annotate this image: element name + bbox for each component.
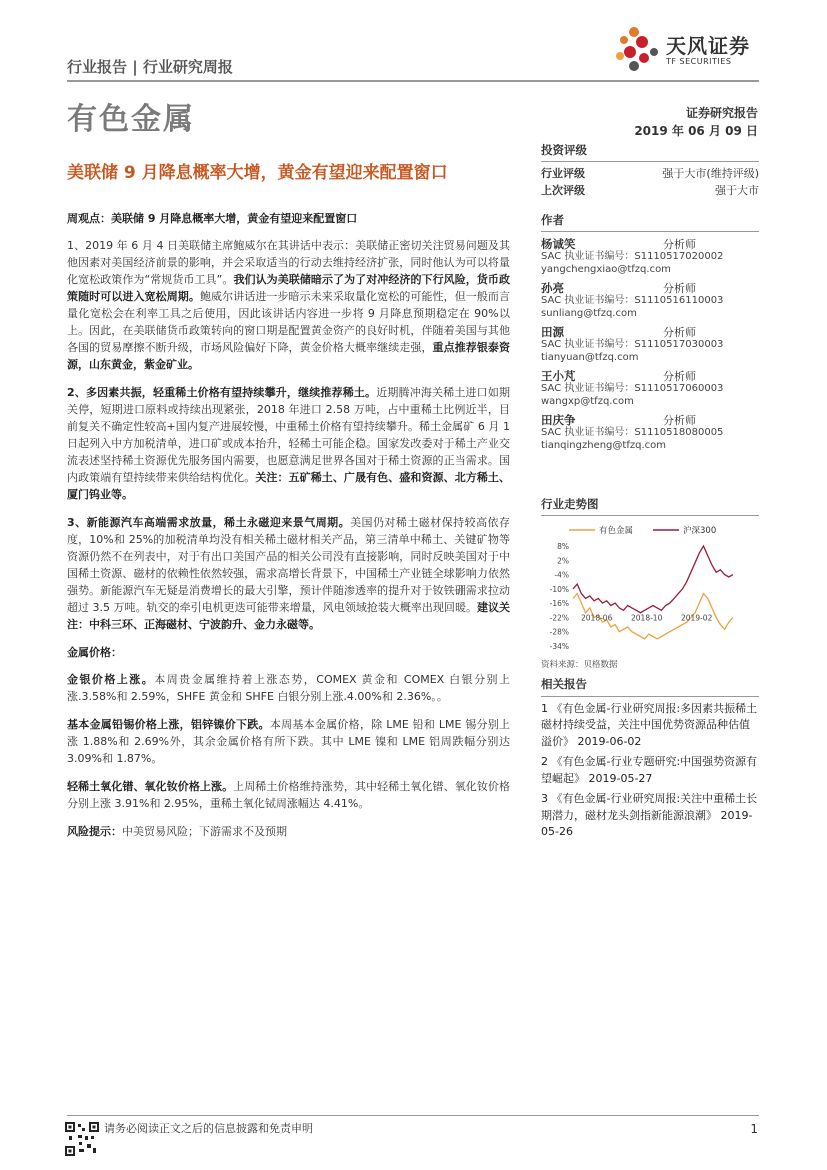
trend-chart-svg (541, 520, 759, 652)
analyst-role: 分析师 (663, 282, 696, 295)
authors-title: 作者 (541, 212, 759, 232)
analyst-email[interactable]: tianyuan@tfzq.com (541, 352, 639, 363)
report-type: 证券研究报告 (685, 106, 758, 120)
logo-name-en: TF SECURITIES (666, 57, 732, 66)
analyst-entry (541, 412, 759, 452)
paragraph-rare-earth: 2、多因素共振，轻重稀土价格有望持续攀升，继续推荐稀土。近期腾冲海关稀土进口如期关停，短期进口原料或持续出现紧张，2018 年进口 2.58 万吨，占中重稀土比例近半，目前复关不确定性较高+国内复产进展较慢，中重稀土价格有望持续攀升。稀土金属矿 6 月 1 日起列入中方加税清单，进口矿或成本抬升，轻稀土可能企稳。国家发改委对于稀土产业交流表述坚持稀土资源优先服务国内需要，也愿意满足世界各国对于稀土资源的正当需求。国内政策端有望持续带来供给结构优化。关注：五矿稀土、广晟有色、盛和资源、北方稀土、厦门钨业等。 (67, 386, 511, 501)
industry-rating-row: 行业评级 强于大市(维持评级) (541, 166, 759, 180)
sector-title: 有色金属 (67, 102, 195, 137)
authors-box (541, 212, 759, 452)
paragraph-fed: 1、2019 年 6 月 4 日美联储主席鲍威尔在其讲话中表示：美联储正密切关注贸易问题及其他因素对美国经济前景的影响，并会采取适当的行动去维持经济扩张，同时他认为可以将量化宽松政策作为“常规货币工具”。我们认为美联储暗示了为了对冲经济的下行风险，货币政策随时可以进入宽松周期。鲍威尔讲话进一步暗示未来采取量化宽松的可能性，但一般而言量化宽松会在利率工具之后使用，因此该讲话内容进一步将 9 月降息预期稳定在 90%以上。因此，在美联储货币政策转向的窗口期是配置黄金资产的良好时机，伴随着美国与其他各国的贸易摩擦不断升级，市场风险偏好下降，黄金价格大概率继续走强，重点推荐银泰资源，山东黄金，紫金矿业。 (67, 239, 511, 371)
analyst-role: 分析师 (663, 238, 696, 251)
analyst-sac: SAC 执业证书编号：S1110516110003 (541, 295, 724, 306)
disclaimer-text: 请务必阅读正文之后的信息披露和免责申明 (104, 1122, 313, 1135)
rating-title: 投资评级 (541, 142, 759, 162)
analyst-sac: SAC 执业证书编号：S1110517060003 (541, 383, 724, 394)
y-tick-label: -10% (549, 584, 569, 594)
logo-dots-icon (612, 26, 664, 72)
industry-trend-chart (541, 496, 759, 670)
analyst-role: 分析师 (663, 370, 696, 383)
chart-title: 行业走势图 (541, 496, 759, 516)
y-tick-label: -34% (549, 642, 569, 651)
logo-name-cn: 天风证券 (666, 34, 750, 58)
related-title: 相关报告 (541, 676, 759, 697)
analyst-email[interactable]: sunliang@tfzq.com (541, 308, 637, 319)
related-report-2[interactable]: 2 《有色金属-行业专题研究:中国强势资源有望崛起》 2019-05-27 (541, 755, 758, 785)
paragraph-gold: 金银价格上涨。本周贵金属维持着上涨态势，COMEX 黄金和 COMEX 白银分别上涨.3.58%和 2.59%，SHFE 黄金和 SHFE 白银分别上涨.4.00%和 2.36%。。 (67, 673, 511, 703)
analyst-role: 分析师 (663, 326, 696, 339)
y-tick-label: -16% (549, 599, 569, 609)
header-divider (67, 80, 759, 82)
analyst-entry (541, 236, 759, 276)
analyst-role: 分析师 (663, 414, 696, 427)
footer-divider (67, 1115, 759, 1116)
paragraph-rare-earth-prices: 轻稀土氧化镨、氧化钕价格上涨。上周稀土价格维持涨势，其中轻稀土氧化镨、氧化钕价格分别上涨 3.91%和 2.95%，重稀土氧化铽周涨幅达 4.41%。 (67, 780, 511, 810)
x-tick-label: 2018-06 (581, 613, 613, 623)
chart-source: 资料来源：贝格数据 (541, 660, 618, 670)
analyst-name: 杨诚笑 (541, 237, 576, 251)
analyst-name: 田源 (541, 325, 564, 339)
analyst-sac: SAC 执业证书编号：S1110518080005 (541, 427, 724, 438)
report-date: 2019 年 06 月 09 日 (634, 124, 758, 138)
analyst-email[interactable]: wangxp@tfzq.com (541, 396, 634, 407)
metals-title: 金属价格： (67, 646, 122, 659)
analyst-sac: SAC 执业证书编号：S1110517020002 (541, 251, 724, 262)
y-tick-label: -28% (549, 627, 569, 637)
report-title: 美联储 9 月降息概率大增，黄金有望迎来配置窗口 (67, 163, 448, 183)
analyst-entry (541, 280, 759, 320)
paragraph-risk: 风险提示：中美贸易风险；下游需求不及预期 (67, 825, 287, 838)
legend-label: 沪深300 (683, 526, 717, 536)
legend-label: 有色金属 (599, 526, 634, 536)
main-content (67, 210, 510, 851)
paragraph-base-metals: 基本金属铅锡价格上涨，铝锌镍价下跌。本周基本金属价格，除 LME 铅和 LME 锡分别上涨 1.88%和 2.69%外，其余金属价格有所下跌。其中 LME 镍和 LME 铝周跌幅分别达 3.09%和 1.87%。 (67, 718, 511, 765)
report-category: 行业报告 | 行业研究周报 (67, 58, 233, 76)
analyst-name: 王小芃 (541, 369, 576, 383)
analyst-name: 孙亮 (541, 281, 564, 295)
paragraph-magnets: 3、新能源汽车高端需求放量，稀土永磁迎来景气周期。美国仍对稀土磁材保持较高依存度，10%和 25%的加税清单均没有相关稀土磁材相关产品，第三清单中稀土、关键矿物等资源仍然不在列表中，对于有出口美国产品的相关公司没有直接影响，同时反映美国对于中国稀土资源、磁材的依赖性依然较强，需求高增长背景下，中国稀土产业链全球影响力依然强势。新能源汽车无疑是消费增长的最大引擎，预计伴随渗透率的提升对于钕铁硼需求拉动超过 3.5 万吨。轨交的牵引电机更迭可能带来增量，风电领域抢装大概率出现回暖。建议关注：中科三环、正海磁材、宁波韵升、金力永磁等。 (67, 516, 511, 631)
x-tick-label: 2018-10 (631, 613, 663, 623)
rating-box (541, 142, 759, 198)
tf-securities-logo (612, 26, 762, 72)
y-tick-label: 2% (557, 556, 569, 566)
analyst-sac: SAC 执业证书编号：S1110517030003 (541, 339, 724, 350)
analyst-entry (541, 368, 759, 408)
related-report-1[interactable]: 1 《有色金属-行业研究周报:多因素共振稀土磁材持续受益，关注中国优势资源品种估值溢价》 2019-06-02 (541, 701, 758, 748)
page-number: 1 (750, 1122, 758, 1136)
analyst-entry (541, 324, 759, 364)
section-title: 周观点：美联储 9 月降息概率大增，黄金有望迎来配置窗口 (67, 212, 358, 225)
analyst-email[interactable]: tianqingzheng@tfzq.com (541, 440, 666, 451)
prev-rating-row: 上次评级 强于大市 (541, 183, 759, 197)
y-tick-label: 8% (557, 542, 569, 551)
related-report-3[interactable]: 3 《有色金属-行业研究周报:关注中重稀土长期潜力，磁材龙头剑指新能源浪潮》 2019-05-26 (541, 792, 758, 838)
analyst-email[interactable]: yangchengxiao@tfzq.com (541, 264, 671, 275)
related-reports (541, 676, 759, 841)
analyst-name: 田庆争 (541, 413, 576, 427)
y-tick-label: -22% (549, 613, 569, 623)
qr-code-icon (65, 1122, 99, 1156)
y-tick-label: -4% (554, 570, 569, 580)
x-tick-label: 2019-02 (681, 613, 713, 623)
